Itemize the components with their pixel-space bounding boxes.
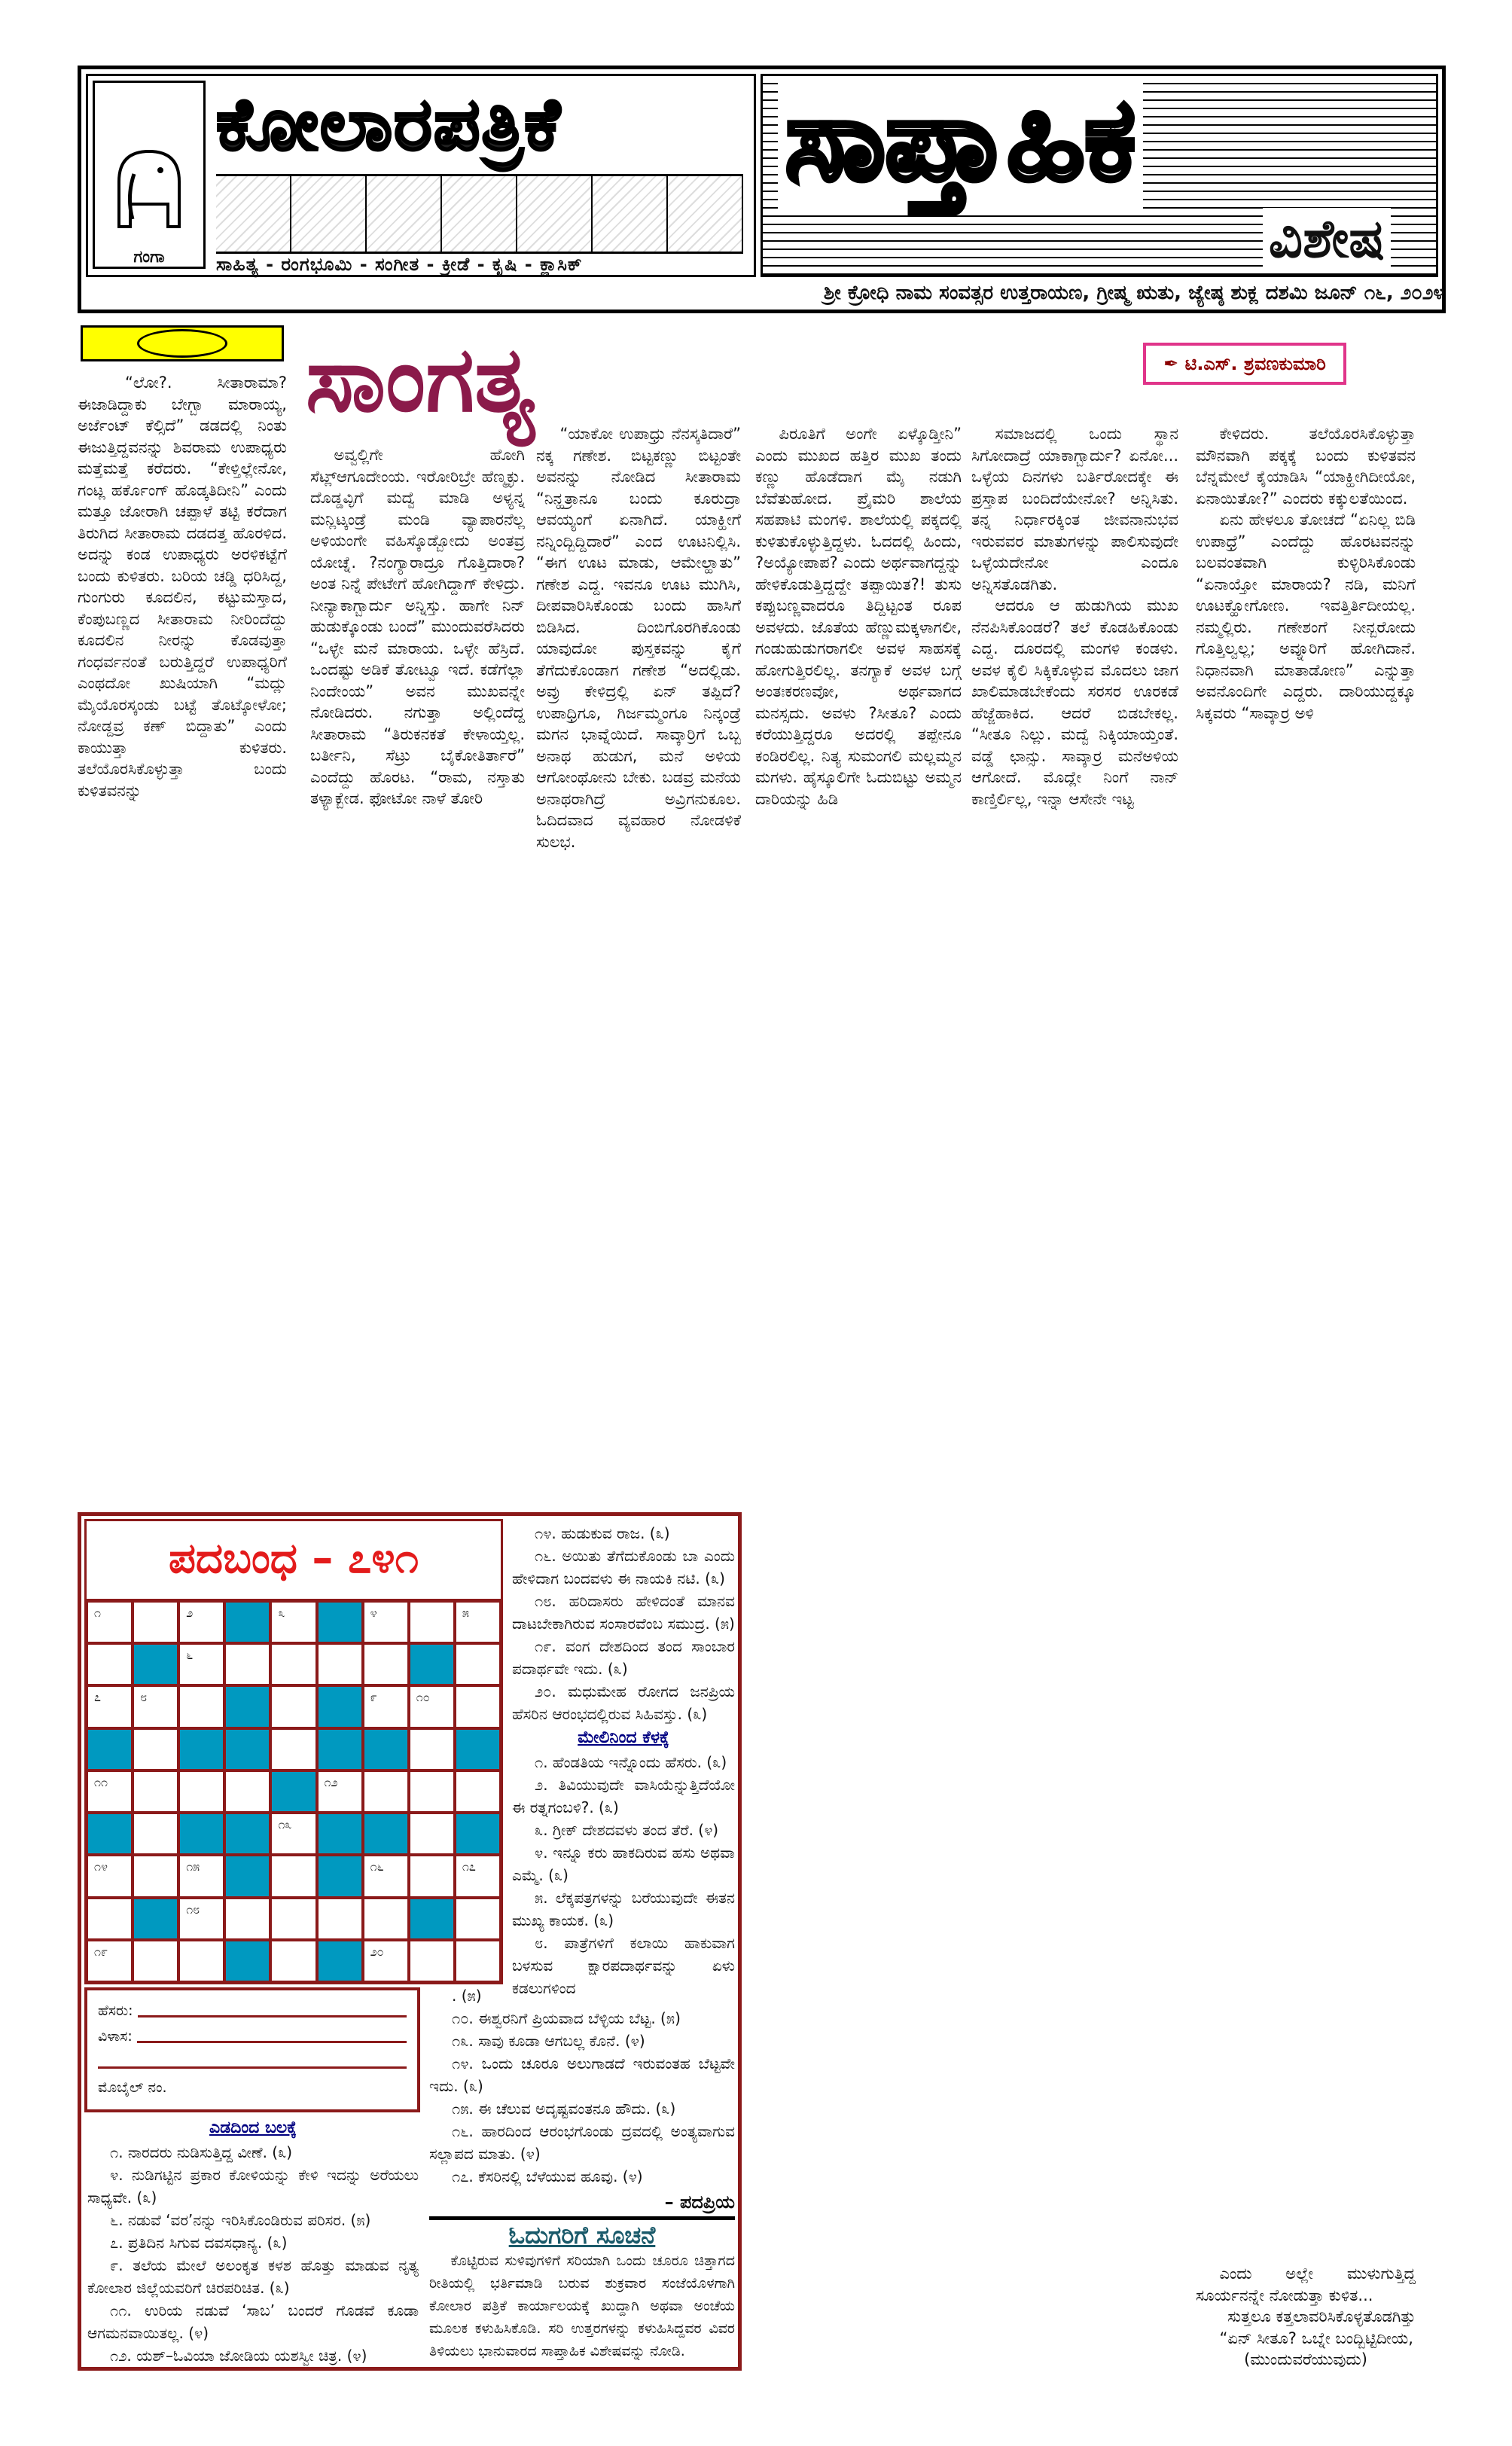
crossword-block-cell (363, 1813, 409, 1855)
cell-number: ೧೪ (94, 1859, 108, 1874)
cell-number: ೩ (278, 1606, 285, 1620)
clue: ೧೯. ವಂಗ ದೇಶದಿಂದ ತಂದ ಸಾಂಬಾರ ಪದಾರ್ಥವೇ ಇದು. (೩) (512, 1637, 735, 1678)
masthead-left (86, 74, 756, 277)
clue: ೧. ಹೆಂಡತಿಯ ಇನ್ನೊಂದು ಹೆಸರು. (೩) (535, 1753, 727, 1771)
clue: ೧೪. ಒಂದು ಚೂರೂ ಅಲುಗಾಡದೆ ಇರುವಂತಹ ಬೆಟ್ಟವೇ ಇದು. (೩) (429, 2054, 735, 2095)
section-subtitle: ವಿಶೇಷ (1263, 208, 1391, 270)
paragraph: ಸಮಾಜದಲ್ಲಿ ಒಂದು ಸ್ಥಾನ ಸಿಗೋದಾದ್ರೆ ಯಾಕಾಗ್ಬಾರ್ದು? ಏನೋ... ಒಳ್ಳೆಯ ದಿನಗಳು ಬರ್ತಿರೋದಕ್ಕೇ ಈ ಪ್ರಸ್ತಾಪ ಬಂದಿದೆಯೇನೋ? ಅನ್ನಿಸಿತು. ತನ್ನ ನಿರ್ಧಾರಕ್ಕಿಂತ ಜೀವನಾನುಭವ ಇರುವವರ ಮಾತುಗಳನ್ನು ಪಾಲಿಸುವುದೇ ಒಳ್ಳೆಯದೇನೋ ಎಂದೂ ಅನ್ನಿಸತೊಡಗಿತು. (971, 425, 1178, 593)
clue: ೧೬. ಹಾರದಿಂದ ಆರಂಭಗೊಂಡು ದ್ರವದಲ್ಲಿ ಅಂತ್ಯವಾಗುವ ಸಲ್ಲಾಪದ ಮಾತು. (೪) (429, 2122, 735, 2163)
entry-form (84, 1987, 420, 2112)
crossword-cell[interactable] (87, 1601, 133, 1643)
notice-text: ಕೊಟ್ಟಿರುವ ಸುಳಿವುಗಳಿಗೆ ಸರಿಯಾಗಿ ಒಂದು ಚೂರೂ ಚಿತ್ತಾಗದ ರೀತಿಯಲ್ಲಿ ಭರ್ತಿಮಾಡಿ ಬರುವ ಶುಕ್ರವಾರ ಸಂಜೆಯೊಳಗಾಗಿ ಕೋಲಾರ ಪತ್ರಿಕೆ ಕಾರ್ಯಾಲಯಕ್ಕೆ ಖುದ್ದಾಗಿ ಅಥವಾ ಅಂಚೆಯ ಮೂಲಕ ಕಳುಹಿಸಿಕೊಡಿ. ಸರಿ ಉತ್ತರಗಳನ್ನು ಕಳುಹಿಸಿದ್ದವರ ವಿವರ ತಿಳಿಯಲು ಭಾನುವಾರದ ಸಾಪ್ತಾಹಿಕ ವಿಶೇಷವನ್ನು ನೋಡಿ. (429, 2252, 735, 2359)
crossword-block-cell (317, 1601, 363, 1643)
across-heading: ಎಡದಿಂದ ಬಲಕ್ಕೆ (209, 2118, 297, 2137)
crossword-cell[interactable] (224, 1898, 270, 1940)
crossword-cell[interactable] (270, 1685, 316, 1728)
crossword-cell[interactable] (455, 1685, 501, 1728)
crossword-cell[interactable] (133, 1685, 178, 1728)
crossword-cell[interactable] (317, 1898, 363, 1940)
author-name: ಟಿ.ಎಸ್. ಶ್ರವಣಕುಮಾರಿ (1184, 353, 1326, 374)
mobile-label: ಮೊಬೈಲ್ ನಂ. (98, 2079, 167, 2096)
clue: ೨. ತಿವಿಯುವುದೇ ವಾಸಿಯೆನ್ನುತ್ತಿದೆಯೋ ಈ ರತ್ನಗಂಬಳಿ?. (೩) (512, 1776, 735, 1816)
crossword-block-cell (270, 1770, 316, 1813)
crossword-cell[interactable] (363, 1940, 409, 1982)
cell-number: ೧೬ (370, 1859, 384, 1874)
crossword-cell[interactable] (178, 1770, 224, 1813)
clues-top-right (512, 1522, 735, 1999)
crossword-cell[interactable] (455, 1855, 501, 1897)
clue: ೧೧. ಉರಿಯ ನಡುವೆ ‘ಸಾಬ’ ಬಂದರೆ ಗೊಡವೆ ಕೂಡಾ ಆಗಮನವಾಯಿತಲ್ಲ. (೪) (87, 2301, 419, 2342)
crossword-cell[interactable] (455, 1770, 501, 1813)
cell-number: ೯ (370, 1690, 377, 1705)
crossword-cell[interactable] (270, 1643, 316, 1685)
crossword-cell[interactable] (409, 1685, 455, 1728)
crossword-cell[interactable] (363, 1601, 409, 1643)
elephant-logo (93, 81, 206, 269)
crossword-block-cell (224, 1940, 270, 1982)
crossword-block-cell (409, 1643, 455, 1685)
cell-number: ೧೫ (186, 1859, 200, 1874)
crossword-cell[interactable] (363, 1898, 409, 1940)
name-field[interactable] (138, 2005, 407, 2017)
crossword-cell[interactable] (363, 1643, 409, 1685)
crossword-cell[interactable] (133, 1601, 178, 1643)
crossword-block-cell (87, 1728, 133, 1770)
crossword-cell[interactable] (224, 1643, 270, 1685)
crossword-cell[interactable] (270, 1601, 316, 1643)
cell-number: ೧೩ (278, 1817, 292, 1832)
paragraph: ಏನು ಹೇಳಲೂ ತೋಚದೆ “ಏನಿಲ್ಲ ಬಿಡಿ ಉಪಾಧ್ರೆ” ಎಂದೆದ್ದು ಹೊರಟವನನ್ನು ಬಲವಂತವಾಗಿ ಕುಳ್ಳಿರಿಸಿಕೊಂಡು “ಏನಾಯ್ತೋ ಮಾರಾಯ? ನಡಿ, ಮನಿಗೆ ಊಟಕ್ಹೋಗೋಣ. ಇವತ್ತಿರ್ತಿದೀಯಲ್ಲ. ನಮ್ಮಲ್ಲಿರು. ಗಣೇಶಂಗೆ ನೀನ್ಬರೋದು ಗೊತ್ತಿಲ್ವಲ್ಲ; ಅವ್ನೂರಿಗೆ ಹೋಗಿದಾನೆ. ನಿಧಾನವಾಗಿ ಮಾತಾಡೋಣ” ಎನ್ನುತ್ತಾ ಅವನೊಂದಿಗೇ ಎದ್ದರು. ದಾರಿಯುದ್ದಕ್ಕೂ ಸಿಕ್ಕವರು “ಸಾವ್ಕಾರ್ರ ಅಳಿ (1196, 511, 1416, 722)
crossword-block-cell (133, 1898, 178, 1940)
continued-label: (ಮುಂದುವರೆಯುವುದು) (1244, 2350, 1367, 2368)
crossword-cell[interactable] (270, 1855, 316, 1897)
crossword-cell[interactable] (133, 1855, 178, 1897)
cell-number: ೨ (186, 1606, 194, 1620)
clue: ೩. ಗ್ರೀಕ್ ದೇಶದವಳು ತಂದ ತೆರೆ. (೪) (535, 1821, 719, 1839)
crossword-cell[interactable] (455, 1601, 501, 1643)
crossword-block-cell (317, 1728, 363, 1770)
paragraph: “ಯಾಕೋ ಉಪಾಧ್ರು ನೆನಸ್ಕತಿದಾರೆ” ನಕ್ಕ ಗಣೇಶ. ಬಿಟ್ಟಕಣ್ಣು ಬಿಟ್ಟಂತೇ ಅವನನ್ನು ನೋಡಿದ ಸೀತಾರಾಮ “ನಿನ್ಹತ್ರಾನೂ ಬಂದು ಕೂರುದ್ರಾ ಆವಯ್ಯಂಗೆ ಏನಾಗಿದೆ. ಯಾಕ್ಹೀಗೆ ನನ್ನಿಂದ್ಬಿದ್ದಿದಾರೆ” ಎಂದ ಊಟನಿಲ್ಲಿಸಿ. “ಈಗ ಊಟ ಮಾಡು, ಆಮೇಲ್ಹಾತು” ಗಣೇಶ ಎದ್ದ. ಇವನೂ ಊಟ ಮುಗಿಸಿ, ದೀಪವಾರಿಸಿಕೊಂಡು ಬಂದು ಹಾಸಿಗೆ ಬಿಡಿಸಿದ. ದಿಂಬಿಗೊರಗಿಕೊಂಡು ಯಾವುದೋ ಪುಸ್ತಕವನ್ನು ಕೈಗೆ ತೆಗೆದುಕೊಂಡಾಗ ಗಣೇಶ “ಅದಲ್ಲಿಡು. ಅವ್ರು ಕೇಳಿದ್ರಲ್ಲಿ ಏನ್ ತಪ್ಪಿದೆ? ಉಪಾಧ್ರಿಗೂ, ಗಿರ್ಜಮ್ಮಂಗೂ ನಿನ್ಕಂಡ್ರೆ ಮಗನ ಭಾವ್ನೆಯಿದೆ. ಸಾವ್ಕಾರ್ರಿಗೆ ಒಬ್ಬ ಅನಾಥ ಹುಡುಗ, ಮನೆ ಅಳಿಯ ಆಗೋಂಥೋನು ಬೇಕು. ಬಡವ್ರ ಮನೆಯ ಅನಾಥರಾಗಿದ್ರೆ ಅವ್ರಿಗನುಕೂಲ. ಓದಿದವಾದ ವ್ಯವಹಾರ ನೋಡಳಿಕೆ ಸುಲಭ. (536, 425, 741, 851)
crossword-cell[interactable] (133, 1770, 178, 1813)
crossword-block-cell (317, 1813, 363, 1855)
down-heading: ಮೇಲಿನಿಂದ ಕೆಳಕ್ಕೆ (578, 1728, 669, 1747)
crossword-cell[interactable] (133, 1940, 178, 1982)
clues-across-left (87, 2115, 419, 2367)
crossword-cell[interactable] (224, 1770, 270, 1813)
crossword-cell[interactable] (270, 1940, 316, 1982)
ending-line: ಎಂದು ಅಲ್ಲೇ ಮುಳುಗುತ್ತಿದ್ದ ಸೂರ್ಯನನ್ನೇ ನೋಡುತ್ತಾ ಕುಳಿತ... (1196, 2265, 1416, 2304)
crossword-signoff: – ಪದಪ್ರಿಯ (664, 2191, 735, 2213)
article-title: ಸಾಂಗತ್ಯ (306, 328, 535, 432)
cell-number: ೧೧ (94, 1774, 108, 1789)
address-field[interactable] (137, 2030, 407, 2043)
paragraph: ಆದರೂ ಆ ಹುಡುಗಿಯ ಮುಖ ನೆನಪಿಸಿಕೊಂಡರೆ? ತಲೆ ಕೊಡಹಿಕೊಂಡು ಎದ್ದ. ದೂರದಲ್ಲಿ ಮಂಗಳಿ ಕಂಡಳು. ಅವಳ ಕೈಲಿ ಸಿಕ್ಕಿಕೊಳ್ಳುವ ಮೊದಲು ಜಾಗ ಖಾಲಿಮಾಡಬೇಕೆಂದು ಸರಸರ ಊರಕಡೆ ಹೆಜ್ಜೆಹಾಕಿದ. ಆದರೆ ಬಿಡಬೇಕಲ್ಲ. “ಸೀತೂ ನಿಲ್ಲು. ಮದ್ವೆ ನಿಕ್ಕಿಯಾಯ್ತಂತೆ. ವಡ್ಡೆ ಛಾನ್ಸು. ಸಾವ್ಕಾರ್ರ ಮನೆಅಳಿಯ ಆಗೋದೆ. ಮೊದ್ಲೇ ನಿಂಗೆ ನಾನ್ ಕಾಣ್ತಿರ್ಲಿಲ್ಲ, ಇನ್ನಾ ಆಸೇನೇ ಇಟ್ಟ (971, 596, 1178, 808)
article-ending (1196, 2263, 1416, 2376)
ellipse-shape (137, 329, 227, 358)
crossword-block-cell (224, 1601, 270, 1643)
crossword-cell[interactable] (87, 1940, 133, 1982)
cell-number: ೧೨ (324, 1774, 338, 1789)
clue: ೧. ನಾರದರು ನುಡಿಸುತ್ತಿದ್ದ ವೀಣೆ. (೩) (110, 2143, 293, 2161)
arts-illustration-strip (216, 174, 743, 254)
crossword-cell[interactable] (409, 1940, 455, 1982)
crossword-cell[interactable] (270, 1898, 316, 1940)
crossword-cell[interactable] (455, 1898, 501, 1940)
paragraph: ಅವ್ವಲ್ಲಿಗೇ ಹೋಗಿ ಸೆಟ್ಲ್ಆಗೂದೇಂಯ. ಇರೋರಿಬ್ರೇ ಹೆಣ್ಮಕ್ಳು. ದೊಡ್ಡವ್ಳಿಗೆ ಮದ್ವೆ ಮಾಡಿ ಅಳ್ಯನ್ನ ಮನ್ಲಿಟ್ಕಂಡ್ರೆ ಮಂಡಿ ವ್ಯಾಪಾರನೆಲ್ಲ ಅಳಿಯಂಗೇ ವಹಿಸ್ಕೊಡ್ಬೋದು ಅಂತವ್ರ ಯೋಚ್ನೆ. ?ನಂಗ್ಯಾರಾದ್ರೂ ಗೊತ್ತಿದಾರಾ? ಅಂತ ನಿನ್ನೆ ಪೇಟೇಗೆ ಹೋಗಿದ್ದಾಗ್ ಕೇಳಿದ್ರು. ನೀನ್ಯಾಕಾಗ್ಬಾರ್ದು ಅನ್ನಿಸ್ತು. ಹಾಗೇ ನಿನ್ ಹುಡುಕ್ಕೊಂಡು ಬಂದೆ” ಮುಂದುವರೆಸಿದರು “ಒಳ್ಳೇ ಮನೆ ಮಾರಾಯ. ಒಳ್ಳೇ ಹೆಸ್ರಿದೆ. ಒಂದಷ್ಟು ಅಡಿಕೆ ತೋಟ್ವೂ ಇದೆ. ಕಡೆಗೆಲ್ಲಾ ನಿಂದೇಂಯ” ಅವನ ಮುಖವನ್ನೇ ನೋಡಿದರು. ನಗುತ್ತಾ ಅಲ್ಲಿಂದೆದ್ದ ಸೀತಾರಾಮ “ತಿರುಕನಕತೆ ಕೇಳಾಯ್ತಲ್ಲ. ಬರ್ತೀನಿ, ಸೆಟ್ರು ಬೈಕೋತಿರ್ತಾರೆ” ಎಂದೆದ್ದು ಹೊರಟ. “ರಾಮ, ನಸ್ತಾತು ತಳ್ಯಾಕ್ಬೇಡ. ಫೋಟೋ ನಾಳೆ ತೋರಿ (310, 446, 525, 807)
paragraph: “ಲೋ?. ಸೀತಾರಾಮಾ? ಈಜಾಡಿದ್ದಾಕು ಬೇಗ್ಬಾ ಮಾರಾಯ್ಯ, ಅರ್ಜೆಂಟ್ ಕೆಲ್ಸಿದೆ” ಡಡದಲ್ಲಿ ನಿಂತು ಈಜುತ್ತಿದ್ದವನನ್ನು ಶಿವರಾಮ ಉಪಾಧ್ಯರು ಮತ್ತೆಮತ್ತೆ ಕರೆದರು. “ಕೇಳ್ತಿಲ್ಲೇನೋ, ಗಂಟ್ಲ ಹರ್ಕೊಂಗ್ ಹೊಡ್ಕತಿದೀನಿ” ಎಂದು ಮತ್ತೂ ಜೋರಾಗಿ ಚಪ್ಪಾಳೆ ತಟ್ಟಿ ಕರೆದಾಗ ತಿರುಗಿದ ಸೀತಾರಾಮ ದಡದತ್ತ ಹೊರಳಿದ. ಅದನ್ನು ಕಂಡ ಉಪಾಧ್ಯರು ಅರಳಿಕಟ್ಟೆಗೆ ಬಂದು ಕುಳಿತರು. ಬರಿಯ ಚಡ್ಡಿ ಧರಿಸಿದ್ದ, ಗುಂಗುರು ಕೂದಲಿನ, ಕಟ್ಟುಮಸ್ತಾದ, ಕೆಂಪುಬಣ್ಣದ ಸೀತಾರಾಮ ನೀರಿಂದೆದ್ದು ಕೂದಲಿನ ನೀರನ್ನು ಕೊಡವುತ್ತಾ ಗಂಧರ್ವನಂತೆ ಬರುತ್ತಿದ್ದರೆ ಉಪಾಧ್ಯರಿಗೆ ಎಂಥದೋ ಖುಷಿಯಾಗಿ “ಮದ್ಲು ಮೈಯೊರಸ್ಕಂಡು ಬಟ್ಟೆ ತೊಟ್ಕೋಳೋ; ನೋಡ್ದವ್ರ ಕಣ್ ಬಿದ್ದಾತು” ಎಂದು ಕಾಯುತ್ತಾ ಕುಳಿತರು. ತಲೆಯೊರಸಿಕೊಳ್ಳುತ್ತಾ ಬಂದು ಕುಳಿತವನನ್ನು (78, 374, 287, 800)
cell-number: ೧೮ (186, 1902, 200, 1917)
clue: ೭. ಪ್ರತಿದಿನ ಸಿಗುವ ದವಸಧಾನ್ಯ. (೩) (110, 2234, 288, 2252)
cell-number: ೪ (370, 1606, 377, 1620)
crossword-block-cell (224, 1813, 270, 1855)
clue: ೨೦. ಮಧುಮೇಹ ರೋಗದ ಜನಪ್ರಿಯ ಹೆಸರಿನ ಆರಂಭದಲ್ಲಿರುವ ಸಿಹಿವಸ್ತು. (೩) (512, 1682, 735, 1723)
elephant-icon (104, 129, 194, 242)
clue: ೧೭. ಕೆಸರಿನಲ್ಲಿ ಬೆಳೆಯುವ ಹೂವು. (೪) (452, 2167, 643, 2185)
crossword-cell[interactable] (317, 1643, 363, 1685)
clue: ೯. ತಲೆಯ ಮೇಲೆ ಅಲಂಕೃತ ಕಳಶ ಹೊತ್ತು ಮಾಡುವ ನೃತ್ಯ ಕೋಲಾರ ಜಿಲ್ಲೆಯವರಿಗೆ ಚಿರಪರಿಚಿತ. (೩) (87, 2256, 419, 2297)
cell-number: ೬ (186, 1648, 194, 1663)
clue: ೧೮. ಹರಿದಾಸರು ಹೇಳಿದಂತೆ ಮಾನವ ದಾಟಬೇಕಾಗಿರುವ ಸಂಸಾರವೆಂಬ ಸಮುದ್ರ. (೫) (512, 1592, 735, 1633)
yellow-ellipse-box (81, 325, 284, 361)
clues-down-bottom (429, 1984, 735, 2213)
clue: . (೫) (452, 1987, 482, 2005)
article-column-3 (536, 423, 741, 1502)
crossword-cell[interactable] (270, 1728, 316, 1770)
article-column-5 (971, 423, 1178, 2374)
crossword-block-cell (317, 1685, 363, 1728)
address-label: ವಿಳಾಸ: (98, 2028, 133, 2045)
newspaper-name: ಕೋಲಾರಪತ್ರಿಕೆ (216, 82, 562, 166)
crossword-cell[interactable] (87, 1685, 133, 1728)
article-column-4 (755, 423, 962, 2374)
ending-line: ಸುತ್ತಲೂ ಕತ್ತಲಾವರಿಸಿಕೊಳ್ಳತೊಡಗಿತ್ತು (1227, 2307, 1416, 2326)
clue: ೧೬. ಅಯಿತು ತೆಗೆದುಕೊಂಡು ಬಾ ಎಂದು ಹೇಳಿದಾಗ ಬಂದವಳು ಈ ನಾಯಕಿ ನಟಿ. (೩) (512, 1547, 735, 1587)
crossword-cell[interactable] (363, 1770, 409, 1813)
masthead (78, 66, 1446, 313)
cell-number: ೭ (94, 1690, 101, 1705)
crossword-cell[interactable] (455, 1940, 501, 1982)
crossword-cell[interactable] (178, 1855, 224, 1897)
crossword-cell[interactable] (133, 1813, 178, 1855)
clue: ೧೫. ಈ ಚೆಲುವ ಅದೃಷ್ಟವಂತನೂ ಹೌದು. (೩) (452, 2100, 676, 2118)
crossword-grid (84, 1599, 503, 1984)
section-banner (761, 74, 1438, 277)
crossword-cell[interactable] (455, 1643, 501, 1685)
cell-number: ೨೦ (370, 1944, 384, 1959)
crossword-box (78, 1512, 742, 2371)
crossword-cell[interactable] (178, 1898, 224, 1940)
reader-notice (429, 2221, 735, 2362)
crossword-cell[interactable] (409, 1601, 455, 1643)
crossword-cell[interactable] (317, 1770, 363, 1813)
crossword-cell[interactable] (409, 1728, 455, 1770)
crossword-block-cell (409, 1898, 455, 1940)
address-field-line-2[interactable] (98, 2056, 407, 2069)
article-column-6 (1196, 423, 1416, 2246)
section-title: ಸಾಪ್ತಾಹಿಕ (778, 74, 1143, 212)
crossword-block-cell (87, 1813, 133, 1855)
crossword-cell[interactable] (270, 1813, 316, 1855)
crossword-block-cell (178, 1813, 224, 1855)
clue: ೧೨. ಯಶ್–ಓವಿಯಾ ಜೋಡಿಯ ಯಶಸ್ವೀ ಚಿತ್ರ. (೪) (110, 2347, 367, 2365)
article-column-1 (78, 372, 287, 1502)
article-column-2 (310, 444, 525, 1502)
crossword-cell[interactable] (363, 1685, 409, 1728)
crossword-cell[interactable] (178, 1601, 224, 1643)
clue: ೫. ಲೆಕ್ಕಪತ್ರಗಳನ್ನು ಬರೆಯುವುದೇ ಈತನ ಮುಖ್ಯ ಕಾಯಕ. (೩) (512, 1889, 735, 1929)
crossword-cell[interactable] (363, 1855, 409, 1897)
crossword-block-cell (224, 1855, 270, 1897)
clue: ೮. ಪಾತ್ರೆಗಳಿಗೆ ಕಲಾಯಿ ಹಾಕುವಾಗ ಬಳಸುವ ಕ್ಷಾರಪದಾರ್ಥವನ್ನು ಏಳು ಕಡಲುಗಳಿಂದ (512, 1934, 735, 1997)
clue: ೪. ನುಡಿಗಟ್ಟಿನ ಪ್ರಕಾರ ಕೋಳಿಯನ್ನು ಕೇಳಿ ಇದನ್ನು ಅರೆಯಲು ಸಾಧ್ಯವೇ. (೩) (87, 2166, 419, 2207)
crossword-cell[interactable] (178, 1685, 224, 1728)
crossword-cell[interactable] (87, 1643, 133, 1685)
clue: ೧೪. ಹುಡುಕುವ ರಾಜ. (೩) (535, 1524, 670, 1542)
crossword-cell[interactable] (178, 1940, 224, 1982)
paragraph: ಕೇಳಿದರು. ತಲೆಯೊರಸಿಕೊಳ್ಳುತ್ತಾ ಮೌನವಾಗಿ ಪಕ್ಕಕ್ಕೆ ಬಂದು ಕುಳಿತವನ ಬೆನ್ನಮೇಲೆ ಕೈಯಾಡಿಸಿ “ಯಾಕ್ಹೀಗಿದೀಯೋ, ಏನಾಯಿತೋ?” ಎಂದರು ಕಕ್ಕುಲತೆಯಿಂದ. (1196, 425, 1416, 508)
crossword-title: ಪದಬಂಧ – ೭೪೧ (84, 1519, 503, 1599)
cell-number: ೧೭ (462, 1859, 476, 1874)
crossword-block-cell (133, 1643, 178, 1685)
name-label: ಹೆಸರು: (98, 2002, 133, 2019)
crossword-cell[interactable] (178, 1643, 224, 1685)
crossword-cell[interactable] (409, 1813, 455, 1855)
clue: ೪. ಇನ್ನೂ ಕರು ಹಾಕದಿರುವ ಹಸು ಅಥವಾ ಎಮ್ಮೆ. (೩) (512, 1844, 735, 1884)
crossword-block-cell (224, 1728, 270, 1770)
clue: ೧೩. ಸಾವು ಕೂಡಾ ಆಗಬಲ್ಲ ಕೊನೆ. (೪) (452, 2032, 645, 2050)
notice-title: ಓದುಗರಿಗೆ ಸೂಚನೆ (508, 2221, 656, 2249)
crossword-block-cell (224, 1685, 270, 1728)
pen-icon: ✒ (1163, 353, 1185, 374)
crossword-cell[interactable] (87, 1898, 133, 1940)
tagline: ಸಾಹಿತ್ಯ - ರಂಗಭೂಮಿ - ಸಂಗೀತ - ಕ್ರೀಡೆ - ಕೃಷಿ - ಕ್ಲಾಸಿಕ್ (216, 254, 583, 275)
crossword-cell[interactable] (87, 1855, 133, 1897)
cell-number: ೫ (462, 1606, 469, 1620)
paragraph: ಪಿರೂತಿಗೆ ಅಂಗೇ ಏಳ್ಕೊಡ್ತೀನಿ” ಎಂದು ಮುಖದ ಹತ್ತಿರ ಮುಖ ತಂದು ಕಣ್ಣು ಹೊಡೆದಾಗ ಮೈ ನಡುಗಿ ಬೆವೆತುಹೋದ. ಪ್ರೈಮರಿ ಶಾಲೆಯ ಸಹಪಾಟಿ ಮಂಗಳಿ. ಶಾಲೆಯಲ್ಲಿ ಪಕ್ಕದಲ್ಲಿ ಕುಳಿತುಕೊಳ್ಳುತ್ತಿದ್ದಳು. ಓದದಲ್ಲಿ ಹಿಂದು, ?ಅಯ್ಯೋಪಾಪ? ಎಂದು ಅರ್ಥವಾಗದ್ದನ್ನು ಹೇಳಿಕೊಡುತ್ತಿದ್ದದ್ದೇ ತಪ್ಪಾಯಿತ?! ತುಸು ಕಪ್ಪುಬಣ್ಣವಾದರೂ ತಿದ್ದಿಟ್ಟಂತ ರೂಪ ಅವಳದು. ಜೊತೆಯ ಹೆಣ್ಣುಮಕ್ಕಳಾಗಲೀ, ಗಂಡುಹುಡುಗರಾಗಲೀ ಅವಳ ಸಾಹಸಕ್ಕೆ ಹೋಗುತ್ತಿರಲಿಲ್ಲ. ತನಗ್ಯಾಕೆ ಅವಳ ಬಗ್ಗೆ ಅಂತಃಕರಣವೋ, ಅರ್ಥವಾಗದ ಮನಸ್ಸದು. ಅವಳು ?ಸೀತೂ? ಎಂದು ಕರೆಯುತ್ತಿದ್ದರೂ ಅದರಲ್ಲಿ ತಪ್ಪೇನೂ ಕಂಡಿರಲಿಲ್ಲ. ನಿತ್ಯ ಸುಮಂಗಲಿ ಮಲ್ಲಮ್ಮನ ಮಗಳು. ಹೈಸ್ಕೂಲಿಗೇ ಓದುಬಿಟ್ಟು ಅಮ್ಮನ ದಾರಿಯನ್ನು ಹಿಡಿ (755, 425, 962, 808)
logo-label: ಗಂಗಾ (133, 248, 165, 267)
cell-number: ೧೯ (94, 1944, 108, 1959)
crossword-cell[interactable] (133, 1728, 178, 1770)
cell-number: ೮ (140, 1690, 148, 1705)
date-line: ಶ್ರೀ ಕ್ರೋಧಿ ನಾಮ ಸಂವತ್ಸರ ಉತ್ತರಾಯಣ, ಗ್ರೀಷ್ಮ ಋತು, ಜ್ಯೇಷ್ಠ ಶುಕ್ಲ ದಶಮಿ ಜೂನ್ ೧೬, ೨೦೨೪ (823, 282, 1444, 304)
clue: ೧೦. ಈಶ್ವರನಿಗೆ ಪ್ರಿಯವಾದ ಬೆಳ್ಳಿಯ ಬೆಟ್ಟ. (೫) (452, 2009, 681, 2027)
crossword-block-cell (178, 1728, 224, 1770)
crossword-cell[interactable] (87, 1770, 133, 1813)
ending-line: “ಏನ್ ಸೀತೂ? ಒಬ್ನೇ ಬಂದ್ಬಿಟ್ಟಿದೀಯ, (1219, 2329, 1413, 2347)
cell-number: ೧ (94, 1606, 101, 1620)
crossword-block-cell (363, 1728, 409, 1770)
crossword-cell[interactable] (409, 1855, 455, 1897)
crossword-cell[interactable] (409, 1770, 455, 1813)
crossword-block-cell (455, 1813, 501, 1855)
crossword-block-cell (317, 1940, 363, 1982)
crossword-block-cell (455, 1728, 501, 1770)
crossword-block-cell (317, 1855, 363, 1897)
clue: ೬. ನಡುವೆ ‘ವರ’ನನ್ನು ಇರಿಸಿಕೊಂಡಿರುವ ಪರಿಸರ. (೫) (110, 2211, 371, 2229)
cell-number: ೧೦ (416, 1690, 430, 1705)
author-box (1143, 343, 1346, 385)
divider (429, 2216, 735, 2220)
